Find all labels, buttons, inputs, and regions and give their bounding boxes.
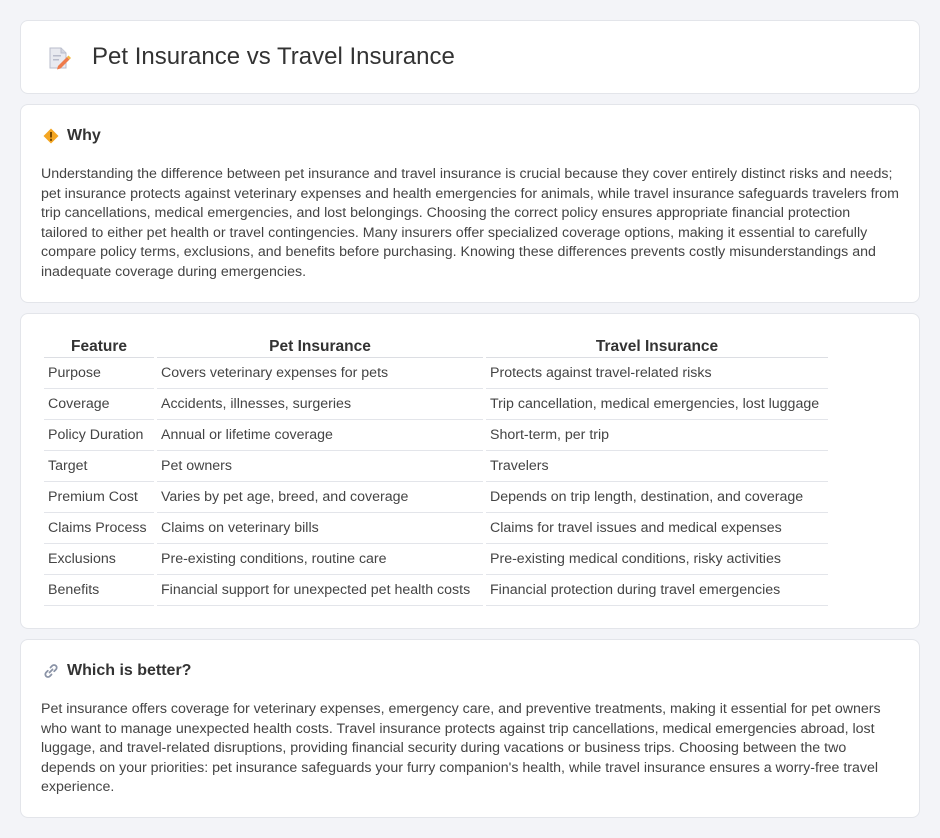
row-pet: Financial support for unexpected pet health costs [157, 575, 483, 606]
diamond-warning-icon [43, 128, 59, 144]
row-travel: Depends on trip length, destination, and coverage [486, 482, 828, 513]
row-feature: Policy Duration [44, 420, 154, 451]
header-travel-insurance: Travel Insurance [486, 336, 828, 358]
row-pet: Claims on veterinary bills [157, 513, 483, 544]
table-row [44, 575, 828, 606]
row-travel: Travelers [486, 451, 828, 482]
better-text: Pet insurance offers coverage for veterinary expenses, emergency care, and preventive treatments, making it essential for pet owners who want to manage unexpected health costs. Travel insurance protects against trip cancellations, medical emergencies abroad, lost luggage, and travel-related disruptions, providing financial security during vacations or business trips. Choosing between the two depends on your priorities: pet insurance safeguards your furry companion's health, while travel insurance ensures a worry-free travel experience. [41, 701, 881, 795]
header-feature: Feature [44, 336, 154, 358]
better-heading [43, 662, 191, 680]
table-row [44, 544, 828, 575]
row-feature: Exclusions [44, 544, 154, 575]
comparison-section [20, 313, 920, 629]
header-pet-insurance: Pet Insurance [157, 336, 483, 358]
table-row [44, 482, 828, 513]
row-pet: Covers veterinary expenses for pets [157, 358, 483, 389]
comparison-table [41, 336, 831, 606]
table-row [44, 513, 828, 544]
row-pet: Pre-existing conditions, routine care [157, 544, 483, 575]
why-section [20, 104, 920, 303]
row-feature: Premium Cost [44, 482, 154, 513]
link-icon [43, 663, 59, 679]
why-title: Why [67, 127, 101, 144]
row-pet: Accidents, illnesses, surgeries [157, 389, 483, 420]
table-header-row [44, 336, 828, 358]
row-feature: Claims Process [44, 513, 154, 544]
header-card [20, 20, 920, 94]
row-travel: Trip cancellation, medical emergencies, lost luggage [486, 389, 828, 420]
row-travel: Short-term, per trip [486, 420, 828, 451]
row-pet: Varies by pet age, breed, and coverage [157, 482, 483, 513]
page-title: Pet Insurance vs Travel Insurance [92, 43, 455, 70]
row-feature: Benefits [44, 575, 154, 606]
row-travel: Claims for travel issues and medical expenses [486, 513, 828, 544]
row-travel: Protects against travel-related risks [486, 358, 828, 389]
table-row [44, 389, 828, 420]
table-row [44, 358, 828, 389]
better-title: Which is better? [67, 662, 192, 679]
row-feature: Target [44, 451, 154, 482]
row-feature: Purpose [44, 358, 154, 389]
row-feature: Coverage [44, 389, 154, 420]
row-travel: Pre-existing medical conditions, risky activities [486, 544, 828, 575]
row-pet: Annual or lifetime coverage [157, 420, 483, 451]
row-pet: Pet owners [157, 451, 483, 482]
why-heading [43, 127, 101, 145]
which-is-better-section [20, 639, 920, 818]
table-row [44, 451, 828, 482]
document-pencil-icon [45, 45, 71, 71]
row-travel: Financial protection during travel emergencies [486, 575, 828, 606]
table-row [44, 420, 828, 451]
why-text: Understanding the difference between pet insurance and travel insurance is crucial because they cover entirely distinct risks and needs; pet insurance protects against veterinary expenses and health emergencies for animals, while travel insurance safeguards travelers from trip cancellations, medical emergencies, and lost belongings. Choosing the correct policy ensures appropriate financial protection tailored to either pet health or travel contingencies. Many insurers offer specialized coverage options, making it essential to carefully compare policy terms, exclusions, and benefits before purchasing. Knowing these differences prevents costly misunderstandings and inadequate coverage during emergencies. [41, 166, 899, 280]
